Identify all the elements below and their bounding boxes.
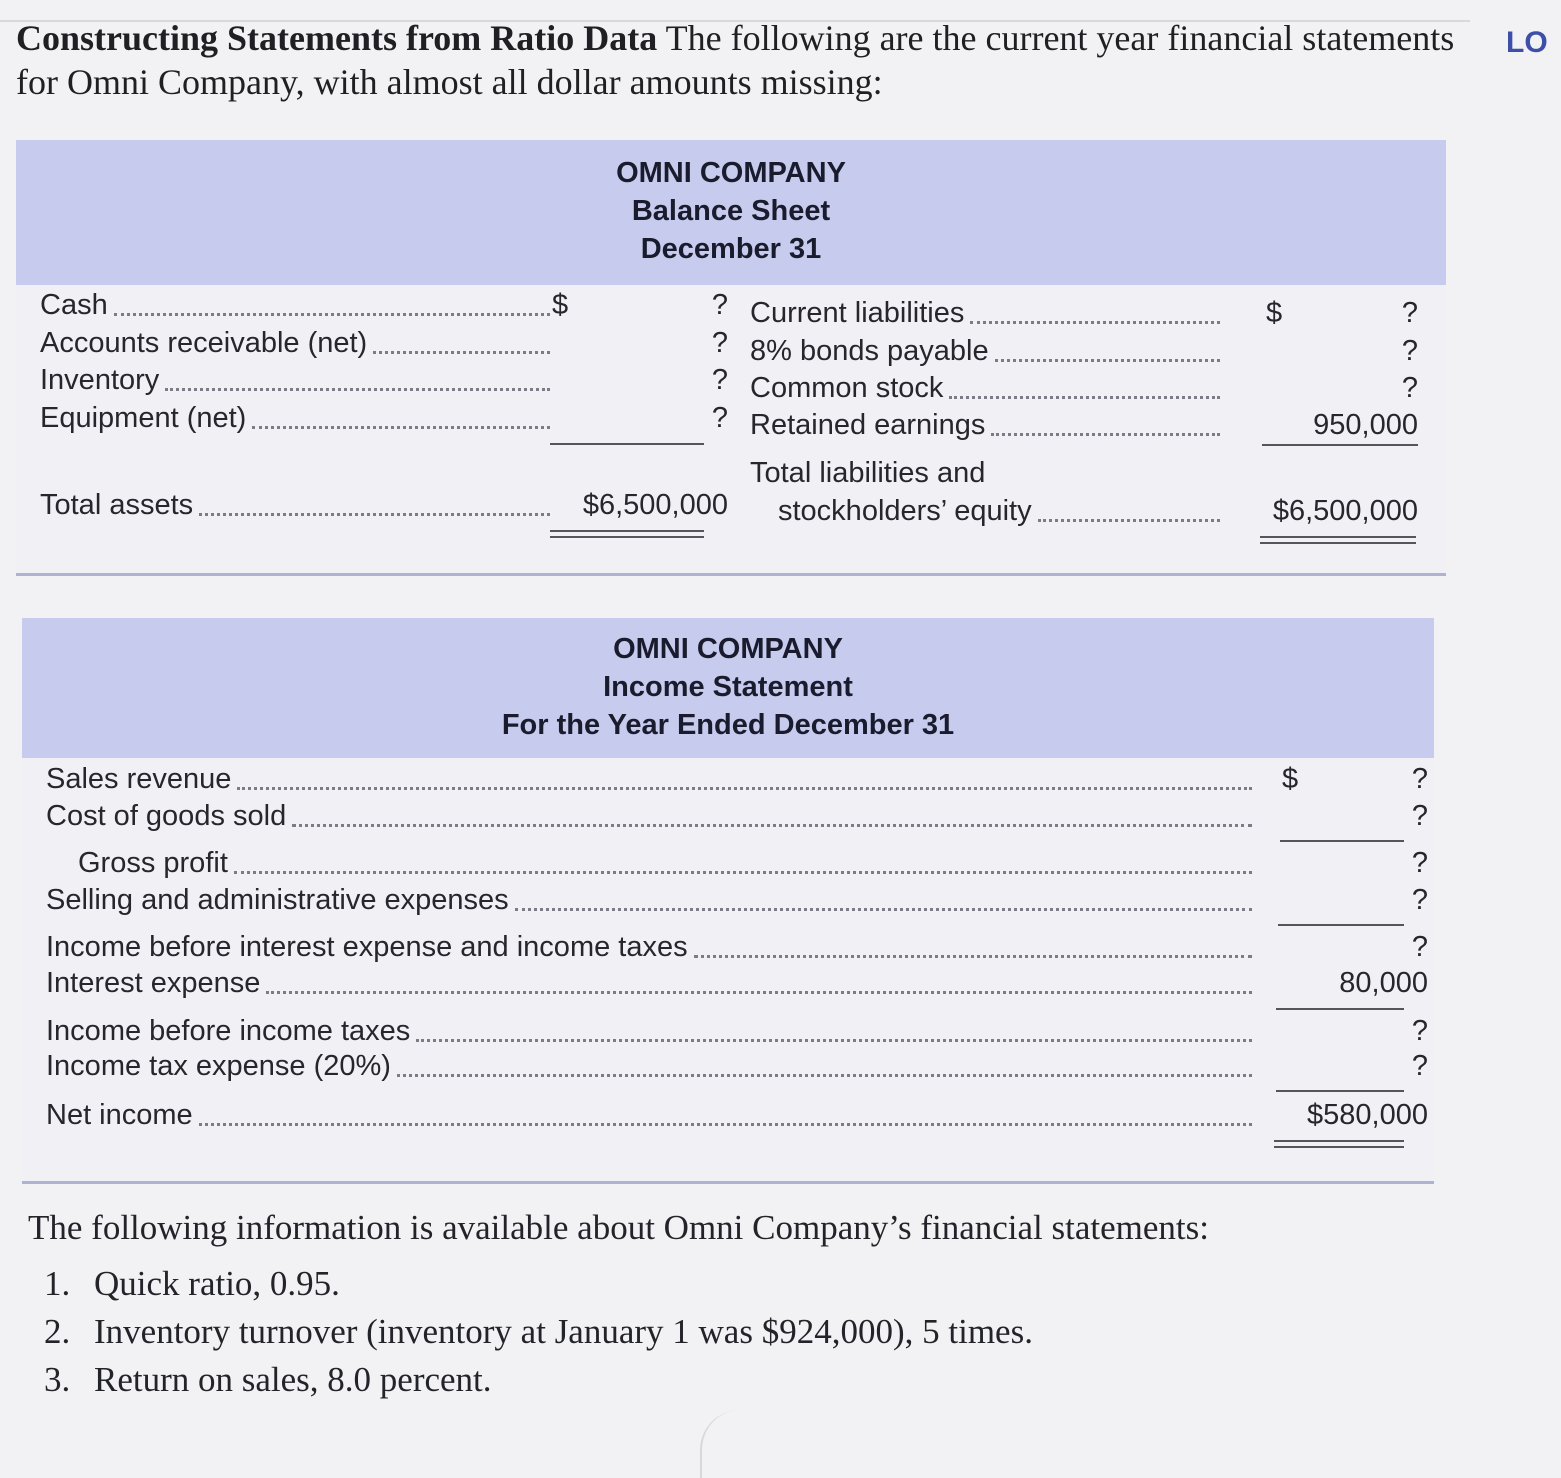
subtotal-underline bbox=[1276, 1008, 1404, 1010]
leader-dots bbox=[292, 824, 1252, 827]
is-label: Interest expense bbox=[46, 967, 264, 999]
subtotal-underline bbox=[550, 443, 704, 445]
double-underline bbox=[1260, 542, 1416, 544]
asset-value: ? bbox=[711, 289, 728, 321]
subtotal-underline bbox=[1280, 840, 1404, 842]
is-label: Net income bbox=[46, 1099, 197, 1131]
panel-bottom-rule bbox=[16, 573, 1446, 576]
double-underline bbox=[550, 536, 704, 538]
leader-dots bbox=[397, 1074, 1252, 1077]
income-statement-panel bbox=[22, 618, 1434, 1184]
is-label: Selling and administrative expenses bbox=[46, 884, 513, 916]
is-label: Income before income taxes bbox=[46, 1015, 414, 1047]
paper-crease bbox=[700, 1410, 740, 1478]
problem-text: The following are the current year financial statements for Omni Company, with almost all dollar amounts missing: bbox=[16, 18, 1455, 102]
is-value: ? bbox=[1411, 763, 1428, 795]
total-liabilities-label-line1: Total liabilities and bbox=[750, 457, 986, 489]
list-item: 1. Quick ratio, 0.95. bbox=[44, 1264, 340, 1303]
is-value: ? bbox=[1411, 884, 1428, 916]
leader-dots bbox=[416, 1039, 1252, 1042]
equity-value: ? bbox=[1401, 372, 1418, 404]
leader-dots bbox=[234, 871, 1252, 874]
currency-symbol: $ bbox=[552, 289, 569, 321]
info-list bbox=[28, 1260, 1209, 1404]
double-underline bbox=[550, 530, 704, 532]
liability-label: 8% bonds payable bbox=[750, 335, 993, 367]
is-value: 80,000 bbox=[1339, 967, 1428, 999]
balance-sheet-company: OMNI COMPANY bbox=[616, 157, 846, 189]
learning-objective-badge: LO bbox=[1506, 26, 1548, 59]
leader-dots bbox=[252, 426, 550, 429]
leader-dots bbox=[970, 321, 1220, 324]
leader-dots bbox=[199, 1123, 1252, 1126]
is-label: Sales revenue bbox=[46, 763, 235, 795]
additional-information bbox=[28, 1204, 1209, 1404]
leader-dots bbox=[949, 396, 1220, 399]
info-heading: The following information is available about Omni Company’s financial statements: bbox=[28, 1208, 1209, 1247]
double-underline bbox=[1274, 1146, 1404, 1148]
income-statement-header bbox=[22, 618, 1434, 758]
leader-dots bbox=[515, 908, 1252, 911]
balance-sheet-date: December 31 bbox=[640, 233, 822, 265]
liability-value: ? bbox=[1401, 297, 1418, 329]
problem-title: Constructing Statements from Ratio Data bbox=[16, 18, 658, 58]
is-value: ? bbox=[1411, 847, 1428, 879]
leader-dots bbox=[373, 351, 550, 354]
leader-dots bbox=[694, 955, 1252, 958]
list-item: 3. Return on sales, 8.0 percent. bbox=[44, 1360, 492, 1399]
asset-label: Cash bbox=[40, 289, 112, 321]
currency-symbol: $ bbox=[1266, 297, 1283, 329]
is-value: ? bbox=[1411, 931, 1428, 963]
leader-dots bbox=[199, 513, 550, 516]
leader-dots bbox=[1038, 519, 1220, 522]
equity-label: Common stock bbox=[750, 372, 947, 404]
liability-value: ? bbox=[1401, 335, 1418, 367]
leader-dots bbox=[165, 388, 550, 391]
income-statement-company: OMNI COMPANY bbox=[613, 633, 843, 665]
total-liabilities-label: stockholders’ equity bbox=[778, 495, 1036, 527]
asset-label: Accounts receivable (net) bbox=[40, 327, 371, 359]
income-statement-period: For the Year Ended December 31 bbox=[501, 709, 955, 741]
panel-bottom-rule bbox=[22, 1181, 1434, 1184]
subtotal-underline bbox=[1278, 924, 1404, 926]
asset-label: Inventory bbox=[40, 364, 163, 396]
is-label: Income tax expense (20%) bbox=[46, 1050, 395, 1082]
leader-dots bbox=[266, 991, 1252, 994]
subtotal-underline bbox=[1262, 444, 1418, 446]
total-assets-value: $6,500,000 bbox=[582, 489, 728, 521]
asset-value: ? bbox=[711, 327, 728, 359]
is-value: ? bbox=[1411, 800, 1428, 832]
asset-label: Equipment (net) bbox=[40, 402, 250, 434]
is-value: $580,000 bbox=[1307, 1099, 1428, 1131]
is-value: ? bbox=[1411, 1015, 1428, 1047]
balance-sheet-title: Balance Sheet bbox=[631, 195, 831, 227]
total-assets-label: Total assets bbox=[40, 489, 197, 521]
subtotal-underline bbox=[1276, 1090, 1404, 1092]
is-label: Gross profit bbox=[78, 847, 232, 879]
problem-intro bbox=[16, 16, 1466, 104]
balance-sheet-panel bbox=[16, 140, 1446, 576]
asset-value: ? bbox=[711, 402, 728, 434]
equity-value: 950,000 bbox=[1313, 409, 1418, 441]
equity-label: Retained earnings bbox=[750, 409, 989, 441]
double-underline bbox=[1260, 536, 1416, 538]
list-item: 2. Inventory turnover (inventory at January 1 was $924,000), 5 times. bbox=[44, 1312, 1033, 1351]
leader-dots bbox=[991, 433, 1220, 436]
currency-symbol: $ bbox=[1282, 763, 1299, 795]
is-label: Income before interest expense and income taxes bbox=[46, 931, 692, 963]
is-label: Cost of goods sold bbox=[46, 800, 290, 832]
income-statement-title: Income Statement bbox=[603, 671, 853, 703]
total-liabilities-value: $6,500,000 bbox=[1272, 495, 1418, 527]
balance-sheet-header bbox=[16, 140, 1446, 285]
double-underline bbox=[1274, 1140, 1404, 1142]
is-value: ? bbox=[1411, 1050, 1428, 1082]
leader-dots bbox=[114, 313, 550, 316]
leader-dots bbox=[995, 359, 1220, 362]
leader-dots bbox=[237, 787, 1252, 790]
asset-value: ? bbox=[711, 364, 728, 396]
liability-label: Current liabilities bbox=[750, 297, 968, 329]
